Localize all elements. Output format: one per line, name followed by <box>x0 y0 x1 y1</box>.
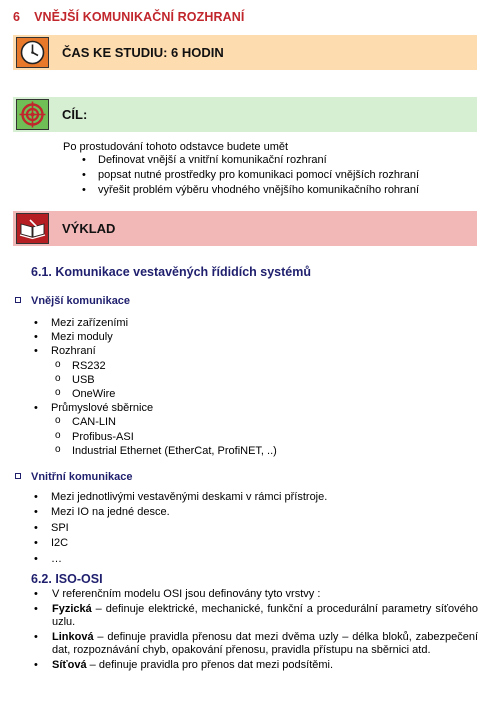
list-item: • I2C <box>34 536 327 551</box>
target-icon <box>16 99 49 130</box>
external-communication-heading <box>15 295 130 307</box>
layer-description: – definuje pravidla pro přenos dat mezi podsítěmi. <box>86 658 334 671</box>
goal-label: CÍL: <box>62 107 88 122</box>
chapter-title <box>13 10 244 24</box>
list-item: o USB <box>34 373 277 387</box>
list-item <box>32 588 478 602</box>
list-item: • popsat nutné prostředky pro komunikaci pomocí vnějších rozhraní <box>80 168 419 183</box>
chapter-number: 6 <box>13 10 21 24</box>
layer-term: Síťová <box>52 658 87 671</box>
study-time-label: ČAS KE STUDIU: 6 HODIN <box>62 45 224 60</box>
list-item: • Mezi jednotlivými vestavěnými deskami v rámci přístroje. <box>34 490 327 505</box>
list-item: • Definovat vnější a vnitřní komunikační rozhraní <box>80 153 419 168</box>
clock-icon <box>16 37 49 68</box>
list-item: o CAN-LIN <box>34 415 277 429</box>
layer-description: – definuje elektrické, mechanické, funkční a procedurální parametry síťového uzlu. <box>52 602 478 629</box>
list-item <box>32 603 478 630</box>
list-item: • Rozhraní <box>34 344 277 358</box>
layer-description: V referenčním modelu OSI jsou definovány tyto vrstvy : <box>52 588 321 600</box>
list-item <box>32 631 478 658</box>
internal-communication-heading <box>15 471 132 483</box>
goal-list <box>80 153 419 198</box>
square-bullet-icon <box>15 297 21 303</box>
chapter-title-text: VNĚJŠÍ KOMUNIKAČNÍ ROZHRANÍ <box>34 10 245 24</box>
layer-term: Fyzická <box>52 602 92 615</box>
section-title-6-2: 6.2. ISO-OSI <box>31 572 103 586</box>
internal-communication-list <box>34 490 327 567</box>
explanation-label: VÝKLAD <box>62 221 116 236</box>
goal-intro: Po prostudování tohoto odstavce budete umět <box>63 141 289 153</box>
list-item: • vyřešit problém výběru vhodného vnějšího komunikačního rohraní <box>80 183 419 198</box>
list-item <box>32 659 478 673</box>
study-time-banner <box>13 35 477 70</box>
list-item: o Profibus-ASI <box>34 430 277 444</box>
iso-osi-list <box>32 588 478 673</box>
list-item: o OneWire <box>34 387 277 401</box>
open-book-icon <box>16 213 49 244</box>
goal-banner <box>13 97 477 132</box>
list-item: o Industrial Ethernet (EtherCat, ProfiNET, ..) <box>34 444 277 458</box>
list-item: • Mezi moduly <box>34 330 277 344</box>
list-item: • Průmyslové sběrnice <box>34 401 277 415</box>
explanation-banner <box>13 211 477 246</box>
list-item: o RS232 <box>34 359 277 373</box>
list-item: • SPI <box>34 521 327 536</box>
internal-heading-text: Vnitřní komunikace <box>31 471 133 483</box>
list-item: • Mezi IO na jedné desce. <box>34 505 327 520</box>
list-item: • Mezi zařízeními <box>34 316 277 330</box>
section-title-6-1: 6.1. Komunikace vestavěných řídidích systémů <box>31 265 311 279</box>
layer-description: – definuje pravidla přenosu dat mezi dvěma uzly – délka bloků, zabezpečení dat, rozpoznávání chyb, opakování přenosu, pravidla přístupu na sběrnici atd. <box>52 630 478 657</box>
layer-term: Linková <box>52 630 94 643</box>
external-communication-list <box>34 316 277 458</box>
external-heading-text: Vnější komunikace <box>31 295 131 307</box>
list-item: • … <box>34 552 327 567</box>
square-bullet-icon <box>15 473 21 479</box>
